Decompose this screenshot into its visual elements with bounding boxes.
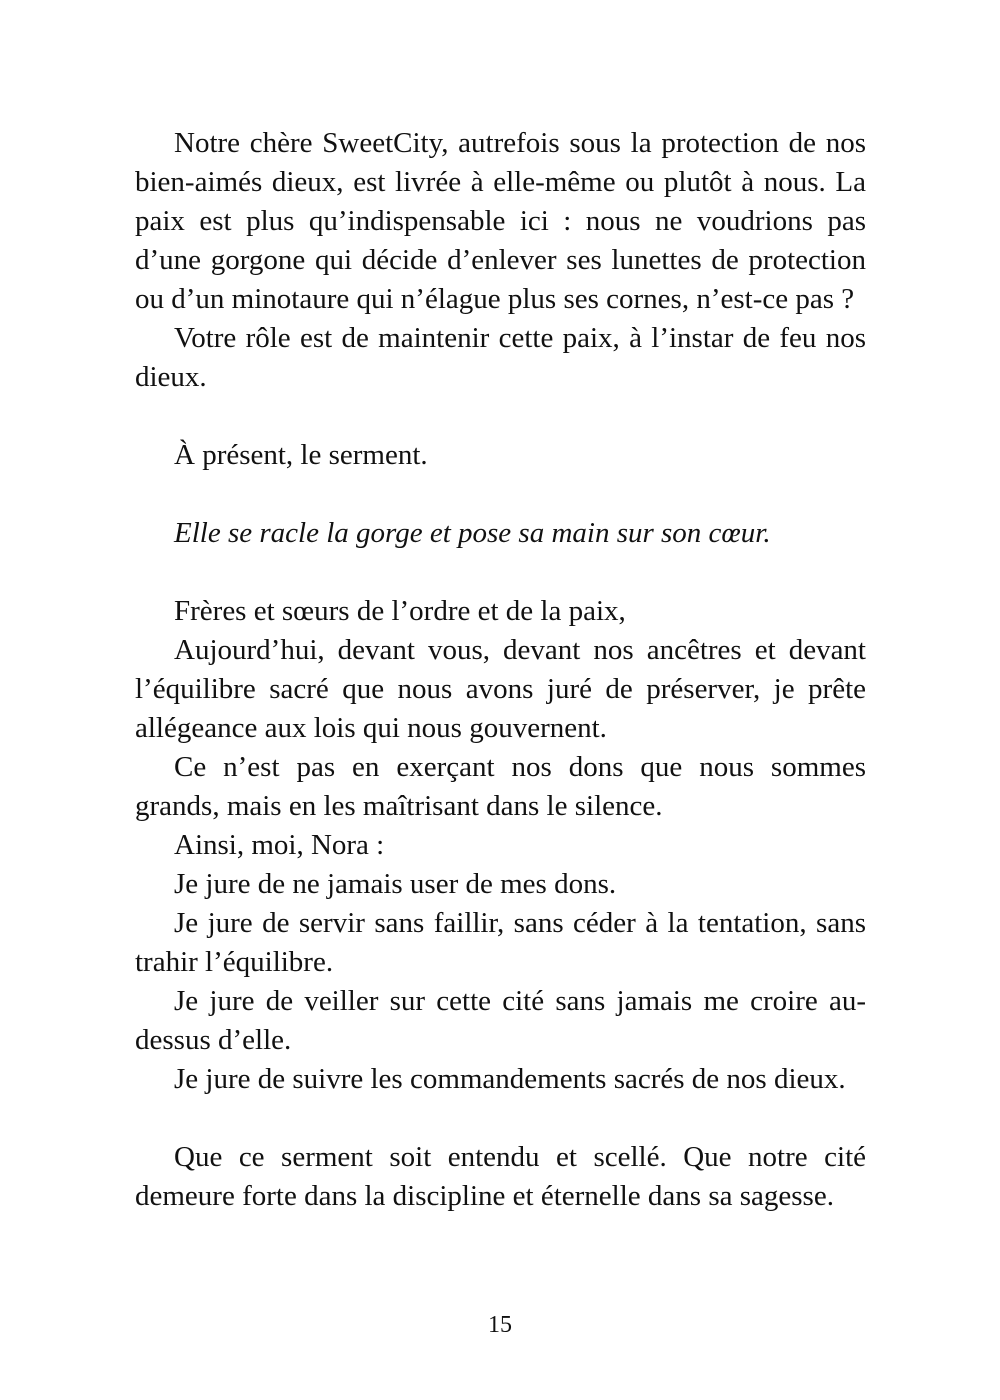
- oath-vow-4: Je jure de suivre les commandements sacrés de nos dieux.: [174, 1063, 846, 1095]
- paragraph-oath-intro: À présent, le serment.: [174, 439, 428, 471]
- oath-allegiance: Aujourd’hui, devant vous, devant nos ancêtres et devant l’équilibre sacré que nous avons juré de préserver, je prête allégeance aux lois qui nous gouvernent.: [135, 634, 866, 744]
- blank-line: [135, 1099, 866, 1138]
- body-text: [135, 124, 866, 1216]
- stage-direction: Elle se racle la gorge et pose sa main sur son cœur.: [174, 517, 771, 549]
- page-number: 15: [488, 1312, 512, 1338]
- oath-vow-3: Je jure de veiller sur cette cité sans jamais me croire au-dessus d’elle.: [135, 985, 866, 1056]
- oath-vow-1: Je jure de ne jamais user de mes dons.: [174, 868, 617, 900]
- oath-closing: Que ce serment soit entendu et scellé. Que notre cité demeure forte dans la discipline et éternelle dans sa sagesse.: [135, 1141, 866, 1212]
- oath-name: Ainsi, moi, Nora :: [174, 829, 385, 861]
- oath-salutation: Frères et sœurs de l’ordre et de la paix,: [174, 595, 626, 627]
- paragraph-role: Votre rôle est de maintenir cette paix, à l’instar de feu nos dieux.: [135, 322, 866, 393]
- blank-line: [135, 553, 866, 592]
- blank-line: [135, 397, 866, 436]
- oath-gifts: Ce n’est pas en exerçant nos dons que nous sommes grands, mais en les maîtrisant dans le silence.: [135, 751, 866, 822]
- blank-line: [135, 475, 866, 514]
- paragraph-sweetcity-intro: Notre chère SweetCity, autrefois sous la protection de nos bien-aimés dieux, est livrée à elle-même ou plutôt à nous. La paix est plus qu’indispensable ici : nous ne voudrions pas d’une gorgone qui décide d’enlever ses lunettes de protection ou d’un minotaure qui n’élague plus ses cornes, n’est-ce pas ?: [135, 127, 866, 315]
- oath-vow-2: Je jure de servir sans faillir, sans céder à la tentation, sans trahir l’équilibre.: [135, 907, 866, 978]
